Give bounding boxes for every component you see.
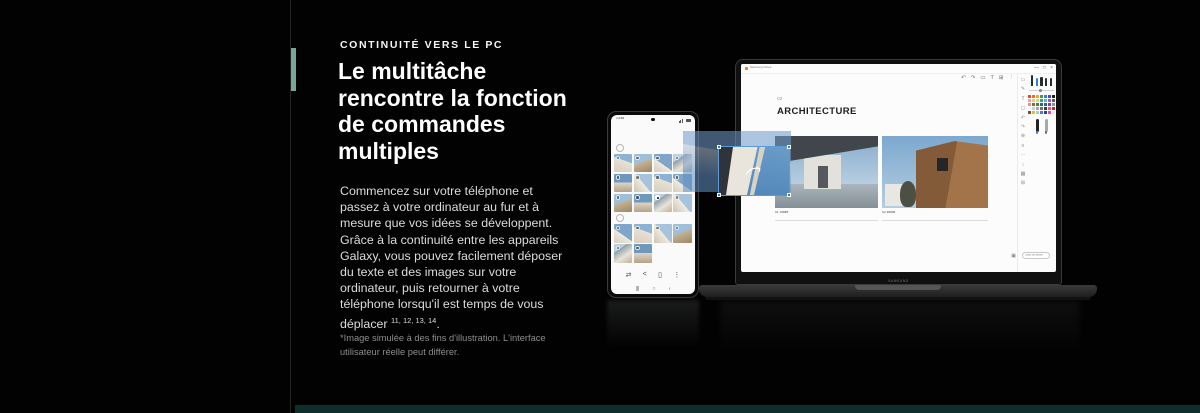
color-swatch[interactable] — [1028, 103, 1031, 106]
side-tool-icon[interactable]: ≡ — [1021, 142, 1025, 149]
photo-thumbnail[interactable] — [673, 224, 691, 242]
camera-punch-hole — [651, 118, 655, 122]
pen-item[interactable] — [1031, 75, 1033, 86]
photo-thumbnail[interactable] — [614, 154, 632, 172]
color-swatch[interactable] — [1032, 107, 1035, 110]
color-swatch[interactable] — [1052, 107, 1055, 110]
phone-reflection — [607, 300, 699, 358]
dragged-photo[interactable] — [718, 146, 790, 196]
color-swatch[interactable] — [1036, 95, 1039, 98]
thumbnail-checkbox[interactable] — [635, 156, 640, 161]
color-swatch[interactable] — [1052, 99, 1055, 102]
side-toolbar — [1017, 74, 1028, 272]
color-swatch[interactable] — [1036, 99, 1039, 102]
wood-cube — [916, 141, 988, 208]
laptop-base-edge — [705, 297, 1091, 300]
caption-rule — [882, 220, 988, 221]
selection-handle[interactable] — [717, 145, 721, 149]
thumbnail-checkbox[interactable] — [635, 175, 640, 180]
color-swatch[interactable] — [1052, 111, 1055, 114]
side-tool-icon[interactable]: ⋯ — [1020, 152, 1026, 159]
side-tool-icon[interactable]: ▦ — [1020, 170, 1026, 177]
heading-line: rencontre la fonction — [338, 84, 567, 111]
window-control[interactable]: □ — [1043, 65, 1047, 71]
gallery-grid — [614, 143, 692, 264]
section-heading — [338, 58, 593, 164]
side-tool-icon[interactable]: ⊕ — [1020, 133, 1026, 140]
color-swatch[interactable] — [1040, 95, 1043, 98]
bottom-strip — [295, 405, 1200, 413]
photo-caption: 01 Shore — [775, 211, 789, 215]
pen-item[interactable] — [1036, 78, 1038, 86]
nav-icon[interactable]: ‹ — [668, 286, 671, 292]
disclaimer-text: *Image simulée à des fins d'illustration. L'interface utilisateur réelle peut différer. — [340, 333, 546, 357]
photo-thumbnail[interactable] — [654, 224, 672, 242]
color-swatch[interactable] — [1052, 103, 1055, 106]
color-swatch[interactable] — [1048, 95, 1051, 98]
color-swatch[interactable] — [1048, 103, 1051, 106]
color-swatch[interactable] — [1048, 111, 1051, 114]
color-swatch[interactable] — [1040, 99, 1043, 102]
thumbnail-checkbox[interactable] — [655, 195, 660, 200]
photo-thumbnail[interactable] — [614, 224, 632, 242]
side-tool-icon[interactable]: ↷ — [1020, 123, 1026, 130]
laptop-reflection — [720, 301, 1080, 371]
color-swatch[interactable] — [1044, 111, 1047, 114]
thumbnail-checkbox[interactable] — [635, 226, 640, 231]
caption-rule — [775, 220, 878, 221]
color-swatch[interactable] — [1032, 99, 1035, 102]
window-controls — [1034, 65, 1053, 71]
pen-selector — [1028, 74, 1055, 86]
canvas-photo-wood[interactable] — [882, 136, 988, 208]
pen-tool-dark[interactable] — [1036, 119, 1039, 132]
pen-item[interactable] — [1040, 77, 1042, 86]
photo-thumbnail[interactable] — [634, 154, 652, 172]
color-swatch[interactable] — [1032, 111, 1035, 114]
toolbar-icon[interactable]: T — [990, 75, 994, 81]
photo-thumbnail[interactable] — [614, 244, 632, 262]
color-swatch[interactable] — [1044, 107, 1047, 110]
shore-door — [818, 166, 827, 188]
phone-toolbar-icon[interactable]: ⋮ — [673, 272, 681, 279]
pen-tools — [1028, 119, 1055, 132]
photo-thumbnail[interactable] — [654, 174, 672, 192]
color-swatch[interactable] — [1036, 103, 1039, 106]
selection-handle[interactable] — [717, 193, 721, 197]
side-tool-icon[interactable]: ↕ — [1021, 161, 1025, 168]
thumbnail-checkbox[interactable] — [635, 195, 640, 200]
footnote-refs: 11, 12, 13, 14 — [390, 315, 437, 325]
thumbnail-checkbox[interactable] — [675, 156, 680, 161]
side-tool-icon[interactable]: T — [1021, 95, 1025, 102]
toolbar-icon[interactable]: ↷ — [970, 75, 976, 81]
color-swatch[interactable] — [1044, 103, 1047, 106]
thumbnail-checkbox[interactable] — [655, 175, 660, 180]
canvas-page-number: 02 — [777, 97, 783, 102]
window-control[interactable]: × — [1050, 65, 1053, 71]
select-all-checkbox[interactable] — [614, 143, 692, 152]
thumbnail-checkbox[interactable] — [616, 156, 621, 161]
selection-handle[interactable] — [787, 193, 791, 197]
color-swatch[interactable] — [1028, 111, 1031, 114]
accent-bar — [291, 48, 296, 91]
select-all-checkbox[interactable] — [614, 213, 692, 222]
phone-navbar — [611, 286, 695, 292]
photo-thumbnail[interactable] — [634, 194, 652, 212]
thumbnail-checkbox[interactable] — [675, 195, 680, 200]
notes-toolbar — [961, 75, 1014, 81]
color-swatch[interactable] — [1040, 107, 1043, 110]
color-swatch[interactable] — [1044, 99, 1047, 102]
window-titlebar — [741, 64, 1056, 74]
toolbar-icon[interactable]: ↶ — [961, 75, 966, 81]
photo-thumbnail[interactable] — [634, 244, 652, 262]
color-swatch[interactable] — [1032, 95, 1035, 98]
window-title: Samsung Notes — [750, 65, 772, 69]
dragged-photo-image — [719, 147, 789, 195]
battery-icon — [686, 119, 691, 122]
heading-line: multiples — [338, 137, 439, 164]
signal-icon — [679, 119, 683, 123]
thumbnail-checkbox[interactable] — [616, 226, 621, 231]
thumbnail-checkbox[interactable] — [616, 246, 621, 251]
thumbnail-checkbox[interactable] — [655, 226, 660, 231]
thumbnail-checkbox[interactable] — [635, 246, 640, 251]
pen-item[interactable] — [1050, 78, 1052, 86]
samsung-logo: SAMSUNG — [888, 279, 909, 283]
side-tool-icon[interactable]: ✎ — [1020, 86, 1026, 93]
photo-thumbnail[interactable] — [614, 194, 632, 212]
laptop-base — [699, 285, 1097, 297]
color-swatch[interactable] — [1040, 103, 1043, 106]
photo-thumbnail[interactable] — [654, 194, 672, 212]
window-control[interactable]: — — [1034, 65, 1040, 71]
wood-tree — [900, 181, 916, 207]
color-swatch[interactable] — [1028, 107, 1031, 110]
color-swatch[interactable] — [1036, 107, 1039, 110]
photo-thumbnail[interactable] — [654, 154, 672, 172]
side-tool-icon[interactable]: ↶ — [1020, 114, 1026, 121]
selection-handle[interactable] — [787, 145, 791, 149]
color-swatch[interactable] — [1028, 99, 1031, 102]
toolbar-icon[interactable]: ⊞ — [998, 75, 1004, 81]
thumbnail-checkbox[interactable] — [616, 175, 621, 180]
pen-panel — [1028, 74, 1055, 132]
photo-thumbnail[interactable] — [673, 194, 691, 212]
thumbnail-checkbox[interactable] — [675, 226, 680, 231]
photo-thumbnail[interactable] — [614, 174, 632, 192]
notes-app-icon — [745, 67, 748, 70]
section-eyebrow: CONTINUITÉ VERS LE PC — [340, 39, 504, 51]
thumbnail-checkbox[interactable] — [616, 195, 621, 200]
color-swatch[interactable] — [1036, 111, 1039, 114]
thumbnail-checkbox[interactable] — [655, 156, 660, 161]
stroke-slider[interactable] — [1029, 89, 1054, 92]
status-time: 13:46 — [616, 117, 625, 121]
color-swatch[interactable] — [1052, 95, 1055, 98]
color-swatch[interactable] — [1048, 99, 1051, 102]
side-tool-icon[interactable]: ▭ — [1020, 77, 1026, 83]
tools-icon[interactable]: ▣ — [1011, 253, 1016, 259]
heading-line: Le multitâche — [338, 58, 487, 84]
phone-toolbar-icon[interactable]: < — [642, 271, 647, 278]
floating-tools-button[interactable]: Outils de dessin — [1022, 252, 1050, 259]
toolbar-icon[interactable]: ▭ — [980, 75, 986, 81]
phone-toolbar-icon[interactable]: ⇄ — [625, 272, 632, 279]
body-paragraph: Commencez sur votre téléphone et passez à votre ordinateur au fur et à mesure que vos idées se développent. Grâce à la continuité entre les appareils Galaxy, vous pouvez facilement déposer du texte et des images sur votre ordinateur, puis retourner à votre téléphone lorsqu'il est temps de vous déplacer $^{11, 12, 13, 14}$. — [340, 184, 563, 331]
pen-tool-light[interactable] — [1045, 119, 1048, 132]
nav-icon[interactable]: ○ — [652, 286, 656, 292]
nav-icon[interactable]: ||| — [635, 286, 639, 292]
color-swatch[interactable] — [1028, 95, 1031, 98]
phone-toolbar — [611, 271, 695, 279]
doodle-arrow — [745, 165, 763, 177]
canvas-title: ARCHITECTURE — [777, 106, 857, 117]
thumbnail-checkbox[interactable] — [675, 175, 680, 180]
phone-statusbar — [611, 115, 695, 124]
color-palette — [1028, 95, 1055, 114]
color-swatch[interactable] — [1032, 103, 1035, 106]
photo-thumbnail[interactable] — [634, 224, 652, 242]
color-swatch[interactable] — [1040, 111, 1043, 114]
photo-caption: 02 Wood — [882, 211, 896, 215]
color-swatch[interactable] — [1044, 95, 1047, 98]
toolbar-icon[interactable]: ⋮ — [1008, 75, 1014, 81]
heading-line: de commandes — [338, 111, 506, 137]
pen-item[interactable] — [1045, 78, 1047, 86]
photo-thumbnail[interactable] — [634, 174, 652, 192]
side-tool-icon[interactable]: ◻ — [1020, 105, 1026, 112]
color-swatch[interactable] — [1048, 107, 1051, 110]
wood-window — [937, 158, 948, 171]
side-tool-icon[interactable]: ⊞ — [1020, 180, 1026, 187]
phone-toolbar-icon[interactable]: ▯ — [658, 272, 663, 279]
laptop-notch — [855, 285, 941, 290]
